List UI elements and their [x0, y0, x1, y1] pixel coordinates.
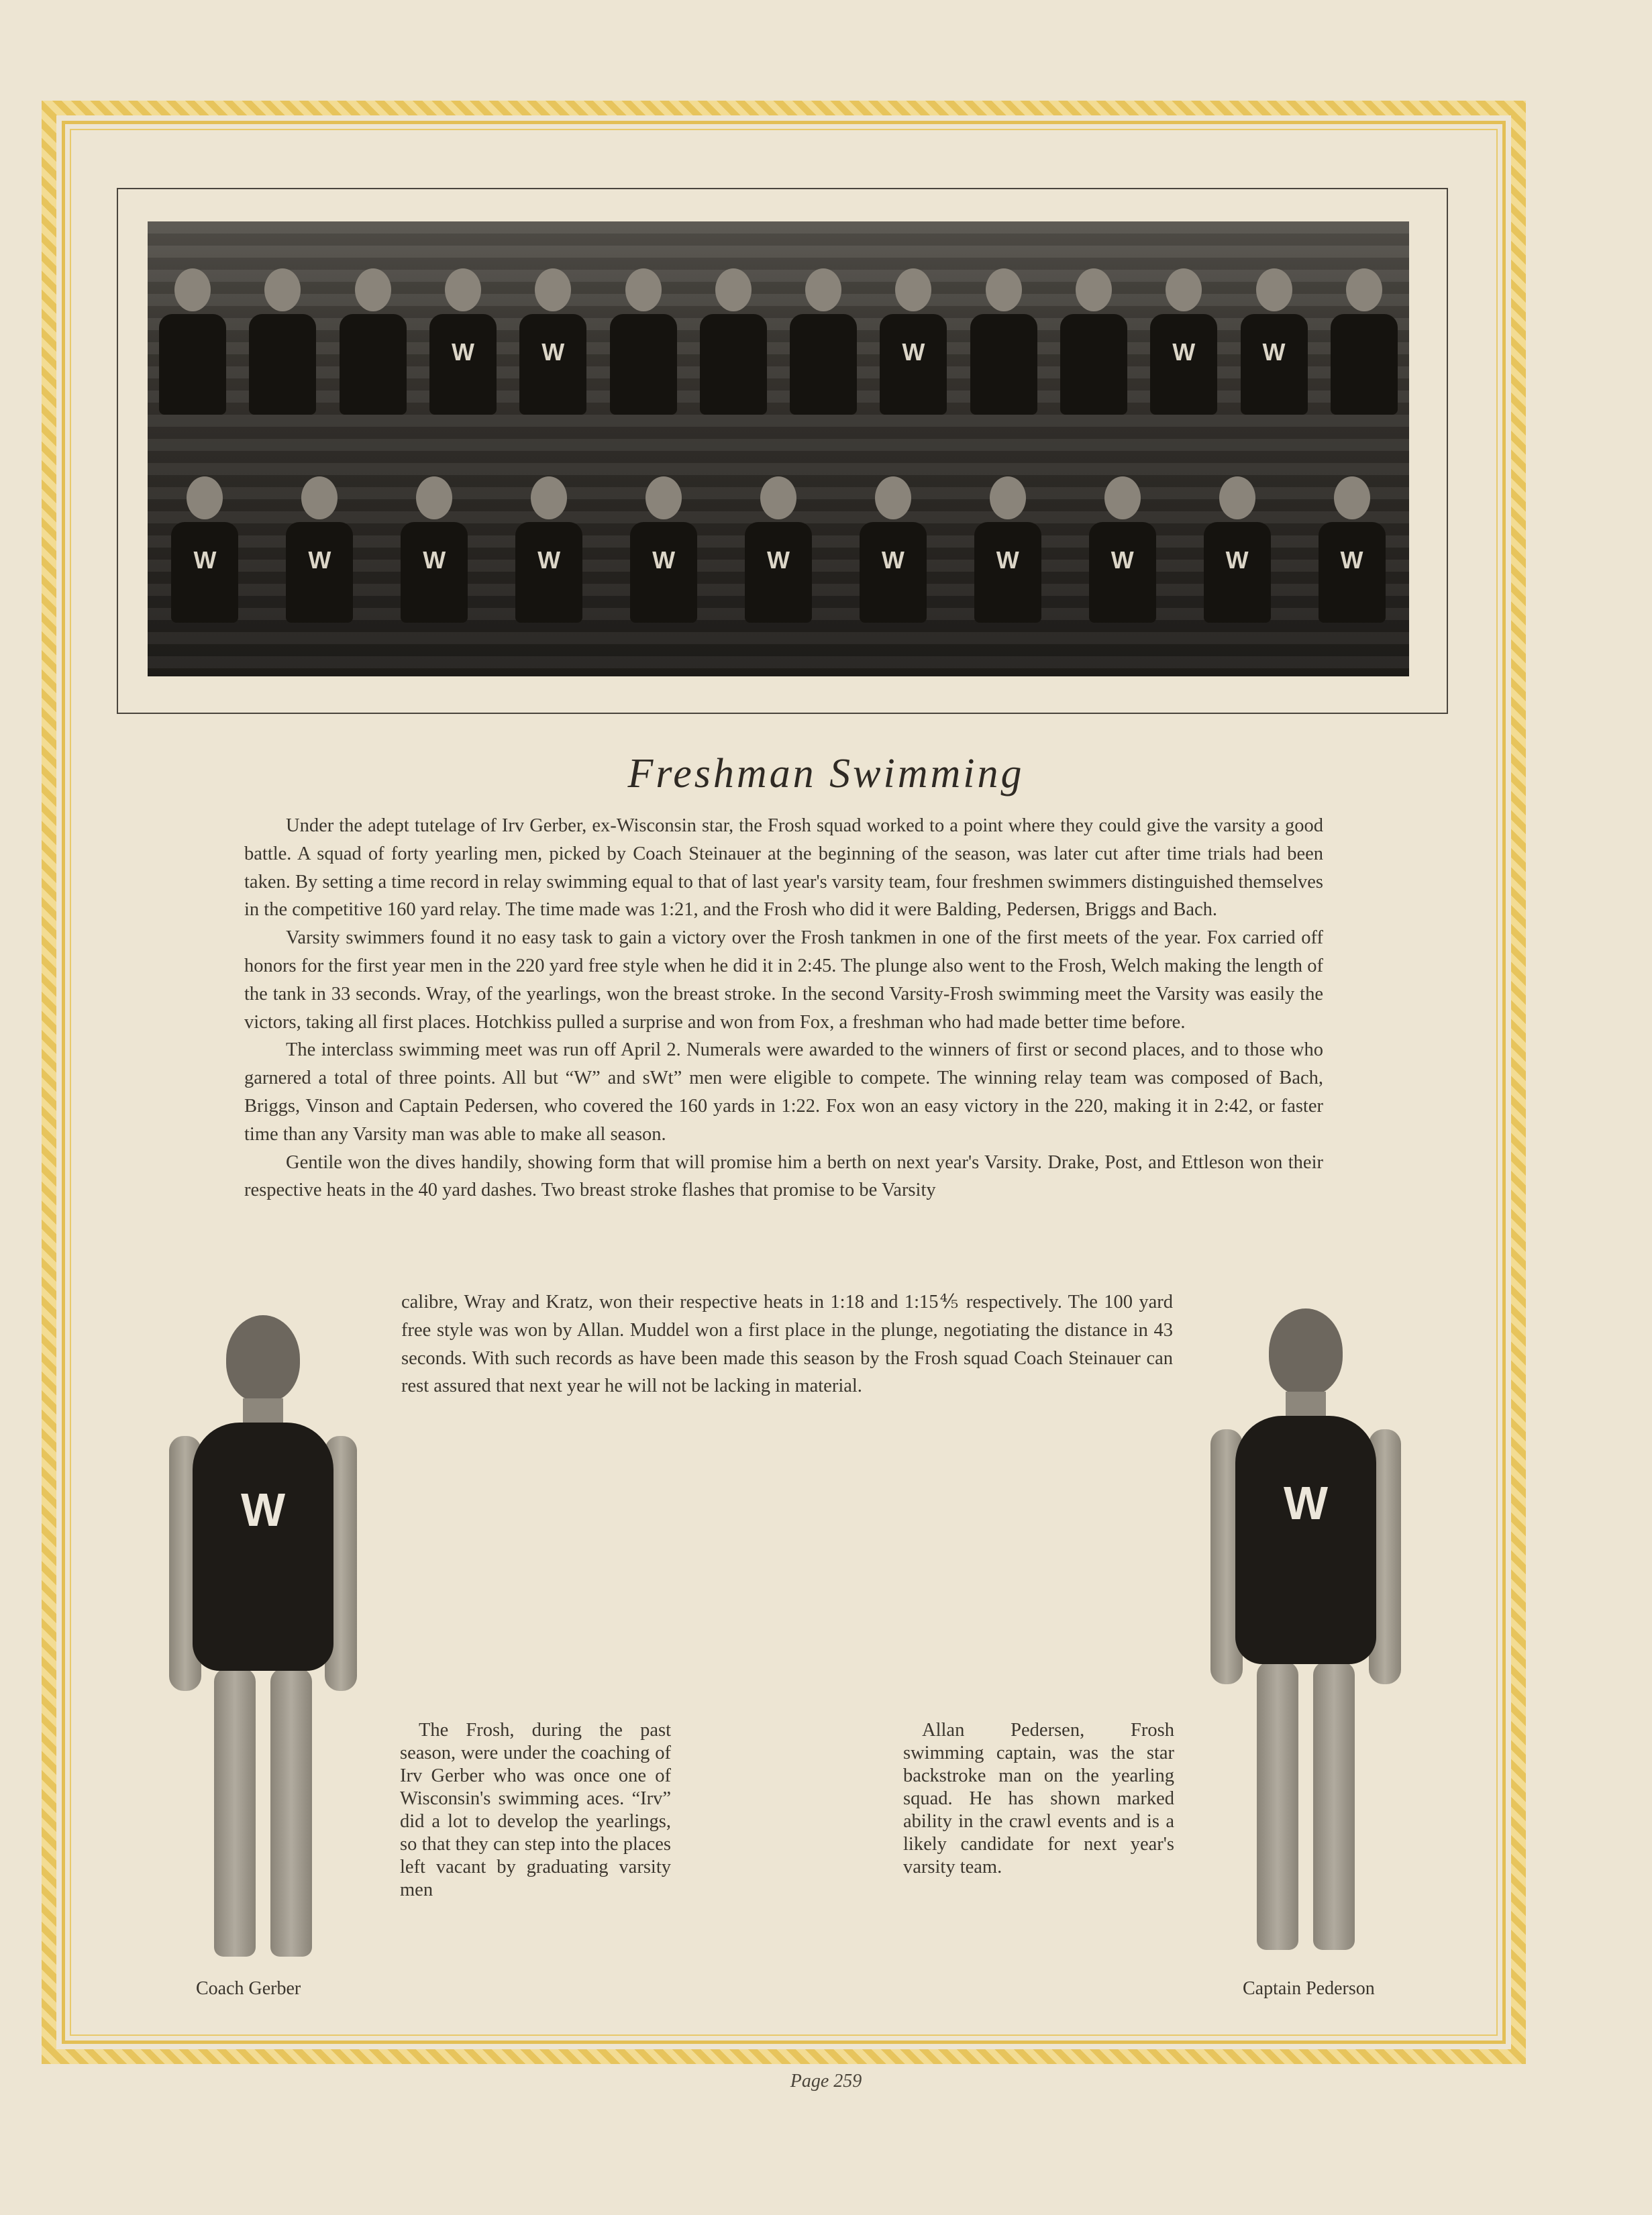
team-member	[790, 268, 857, 415]
captain-photo	[1192, 1308, 1420, 1973]
suit-letter: W	[423, 546, 446, 574]
team-member	[974, 476, 1041, 623]
team-member	[1331, 268, 1398, 415]
head	[445, 268, 481, 311]
swimsuit	[1331, 314, 1398, 415]
swimsuit	[970, 314, 1037, 415]
suit-letter: W	[541, 338, 565, 366]
head	[715, 268, 752, 311]
suit-letter: W	[193, 546, 217, 574]
swimsuit	[790, 314, 857, 415]
swimsuit	[1241, 314, 1308, 415]
swimsuit	[1204, 522, 1271, 623]
paragraph: The interclass swimming meet was run off April 2. Numerals were awarded to the winners of first or second places, and to those who garnered a total of three points. All but “W” and sWt” men were eligible to compete. The winning relay team was composed of Bach, Briggs, Vinson and Captain Pedersen, who covered the 160 yards in 1:22. Fox won an easy victory in the 220, making it in 2:42, or faster time than any Varsity man was able to make all season.	[244, 1039, 1323, 1145]
head	[1076, 268, 1112, 311]
swimsuit	[401, 522, 468, 623]
swimsuit	[340, 314, 407, 415]
team-member	[630, 476, 697, 623]
swimsuit	[700, 314, 767, 415]
team-member	[401, 476, 468, 623]
head	[1334, 476, 1370, 519]
swimsuit	[745, 522, 812, 623]
paragraph: calibre, Wray and Kratz, won their respective heats in 1:18 and 1:15⅘ respectively. The 100 yard free style was won by Allan. Muddel won a first place in the plunge, negotiating the distance in 43 seconds. With such records as have been made this season by the Frosh squad Coach Steinauer can rest assured that next year he will not be lacking in material.	[401, 1292, 1173, 1397]
team-member	[745, 476, 812, 623]
team-member	[286, 476, 353, 623]
suit-letter: W	[996, 546, 1019, 574]
head	[174, 268, 211, 311]
suit-letter: W	[881, 546, 905, 574]
page-title: Freshman Swimming	[627, 751, 1025, 796]
team-member	[610, 268, 677, 415]
team-member	[515, 476, 582, 623]
swimsuit	[1150, 314, 1217, 415]
head	[1104, 476, 1141, 519]
team-member	[1204, 476, 1271, 623]
neck	[1286, 1392, 1326, 1419]
captain-caption	[903, 1719, 1174, 1879]
head	[625, 268, 662, 311]
captain-name-label: Captain Pederson	[1243, 1978, 1375, 1999]
suit-letter: W	[1225, 546, 1249, 574]
swimsuit	[1089, 522, 1156, 623]
legs	[149, 1668, 377, 1957]
head	[187, 476, 223, 519]
head	[875, 476, 911, 519]
head	[535, 268, 571, 311]
swimsuit	[860, 522, 927, 623]
swimsuit	[286, 522, 353, 623]
suit-letter: W	[1283, 1477, 1329, 1529]
head	[1346, 268, 1382, 311]
page-number: Page 259	[790, 2071, 862, 2092]
coach-name-label: Coach Gerber	[196, 1978, 301, 1999]
suit-letter: W	[451, 338, 474, 366]
team-member	[1150, 268, 1217, 415]
suit-letter: W	[902, 338, 925, 366]
caption-text: Allan Pedersen, Frosh swimming captain, was the star backstroke man on the yearling squad. He has shown marked ability in the crawl events and is a likely candidate for next year's varsity team.	[903, 1720, 1174, 1877]
team-back-row	[148, 268, 1409, 415]
swimsuit	[974, 522, 1041, 623]
head	[805, 268, 841, 311]
head	[264, 268, 301, 311]
suit-letter: W	[240, 1484, 286, 1536]
swimsuit	[630, 522, 697, 623]
head	[226, 1315, 300, 1402]
team-photo	[148, 221, 1409, 676]
head	[355, 268, 391, 311]
paragraph: Under the adept tutelage of Irv Gerber, ex-Wisconsin star, the Frosh squad worked to a point where they could give the varsity a good battle. A squad of forty yearling men, picked by Coach Steinauer at the beginning of the season, was later cut after time trials had been taken. By setting a time record in relay swimming equal to that of last year's varsity team, four freshmen swimmers distinguished themselves in the competitive 160 yard relay. The time made was 1:21, and the Frosh who did it were Balding, Pedersen, Briggs and Bach.	[244, 815, 1323, 921]
team-member	[340, 268, 407, 415]
neck	[243, 1398, 283, 1425]
head	[531, 476, 567, 519]
suit-letter: W	[652, 546, 676, 574]
paragraph: Gentile won the dives handily, showing form that will promise him a berth on next year's Varsity. Drake, Post, and Ettleson won their respective heats in the 40 yard dashes. Two breast stroke flashes that promise to be Varsity	[244, 1151, 1323, 1201]
team-member	[249, 268, 316, 415]
swimsuit	[159, 314, 226, 415]
team-member	[1060, 268, 1127, 415]
team-front-row	[148, 476, 1409, 623]
swimsuit	[249, 314, 316, 415]
suit-letter: W	[1172, 338, 1196, 366]
team-member	[1089, 476, 1156, 623]
head	[760, 476, 796, 519]
team-member	[860, 476, 927, 623]
swimsuit	[515, 522, 582, 623]
team-member	[1319, 476, 1386, 623]
head	[986, 268, 1022, 311]
swimsuit	[1235, 1416, 1376, 1664]
suit-letter: W	[766, 546, 790, 574]
swimsuit	[1060, 314, 1127, 415]
head	[416, 476, 452, 519]
team-member	[970, 268, 1037, 415]
suit-letter: W	[537, 546, 561, 574]
caption-text: The Frosh, during the past season, were under the coaching of Irv Gerber who was once one of Wisconsin's swimming aces. “Irv” did a lot to develop the yearlings, so that they can step into the places left vacant by graduating varsity men	[400, 1720, 671, 1900]
swimsuit	[519, 314, 586, 415]
coach-caption	[400, 1719, 671, 1902]
head	[646, 476, 682, 519]
legs	[1192, 1661, 1420, 1950]
team-member	[429, 268, 497, 415]
head	[301, 476, 338, 519]
swimsuit	[880, 314, 947, 415]
suit-letter: W	[308, 546, 331, 574]
coach-photo	[149, 1315, 377, 1973]
team-member	[171, 476, 238, 623]
head	[1166, 268, 1202, 311]
suit-letter: W	[1262, 338, 1286, 366]
head	[990, 476, 1026, 519]
swimsuit	[193, 1423, 333, 1671]
team-member	[1241, 268, 1308, 415]
swimsuit	[429, 314, 497, 415]
head	[1219, 476, 1255, 519]
team-member	[519, 268, 586, 415]
suit-letter: W	[1340, 546, 1363, 574]
team-member	[880, 268, 947, 415]
article-body	[244, 812, 1323, 1204]
head	[1256, 268, 1292, 311]
team-member	[159, 268, 226, 415]
team-member	[700, 268, 767, 415]
head	[1269, 1308, 1343, 1396]
head	[895, 268, 931, 311]
swimsuit	[610, 314, 677, 415]
suit-letter: W	[1111, 546, 1134, 574]
swimsuit	[171, 522, 238, 623]
paragraph: Varsity swimmers found it no easy task to gain a victory over the Frosh tankmen in one of the first meets of the year. Fox carried off honors for the first year men in the 220 yard free style when he did it in 2:45. The plunge also went to the Frosh, Welch making the length of the tank in 33 seconds. Wray, of the yearlings, won the breast stroke. In the second Varsity-Frosh swimming meet the Varsity was easily the victors, taking all first places. Hotchkiss pulled a surprise and won from Fox, a freshman who had made better time before.	[244, 927, 1323, 1033]
swimsuit	[1319, 522, 1386, 623]
article-continuation	[401, 1288, 1173, 1400]
